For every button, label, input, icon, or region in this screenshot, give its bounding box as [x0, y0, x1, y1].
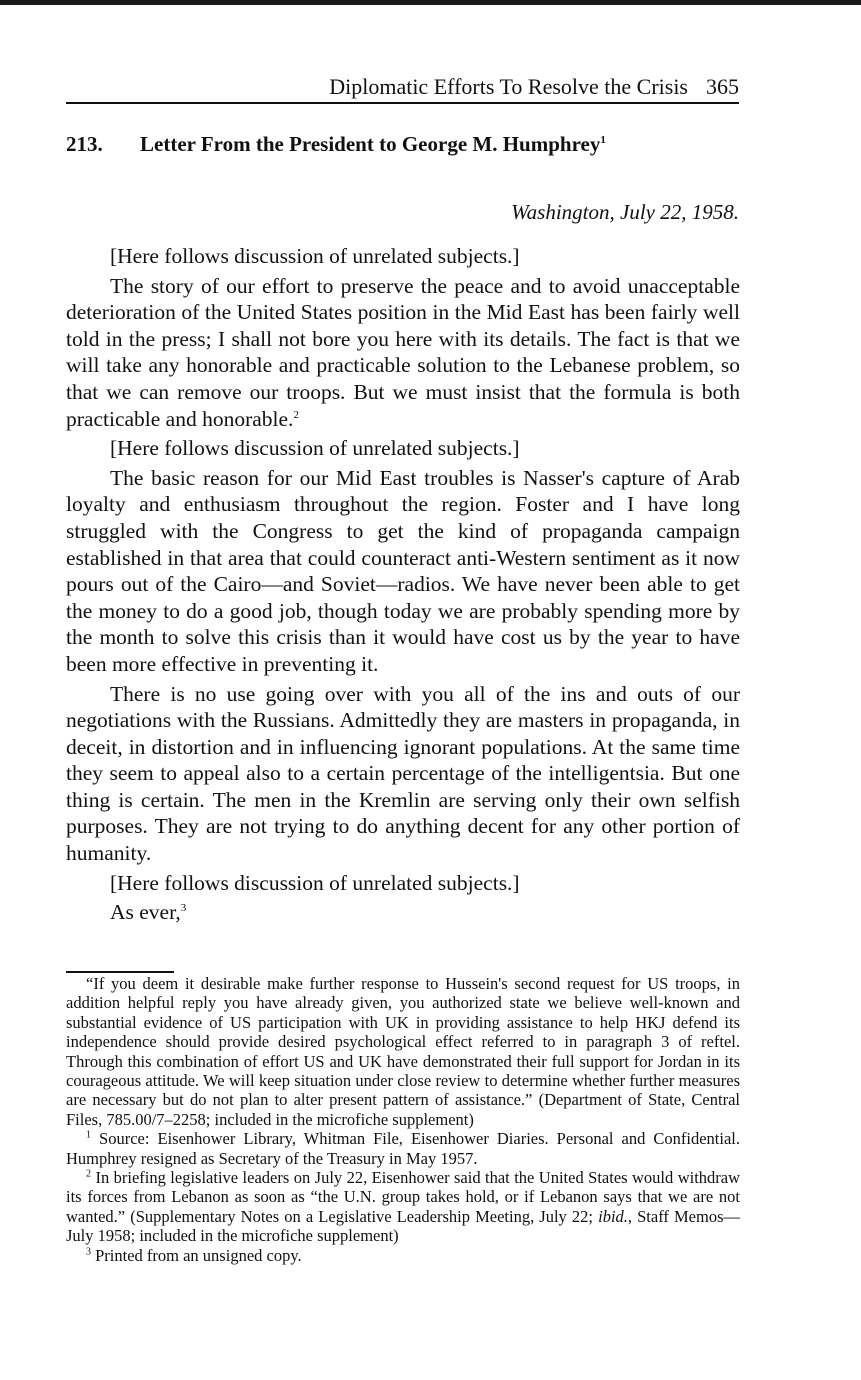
closing: [66, 899, 740, 926]
footnote-text: In briefing legislative leaders on July 22, Eisenhower said that the United States would withdraw its forces from Lebanon as soon as “the U.N. group takes hold, or if Lebanon says that we are not wanted.” (Supplementary Notes on a Legislative Leadership Meeting, July 22;: [66, 1168, 741, 1226]
footnote-rule: [66, 971, 174, 973]
footnote-ref-2: 2: [293, 408, 299, 421]
footnote-3: [66, 1246, 740, 1265]
editorial-note: [Here follows discussion of unrelated subjects.]: [110, 870, 520, 895]
footnotes: [66, 974, 740, 1265]
footnote-carryover: “If you deem it desirable make further response to Hussein's second request for US troops, in addition helpful reply you have already given, you authorized state we believe well-known and substantial evidence of US participation with UK in providing assistance to help HKJ defend its independence should provide desired psychological effect referred to in paragraph 3 of reftel. Through this combination of effort US and UK have demonstrated their full support for Jordan in its courageous attitude. We will keep situation under close review to determine whether further measures are necessary but do not plan to alter present pattern of assistance.” (Department of State, Central Files, 785.00/7–2258; included in the microfiche supplement): [66, 974, 740, 1129]
footnote-text: , Staff Memos—July 1958; included in the microfiche supplement): [66, 1206, 741, 1246]
footnote-ibid: ibid.: [598, 1206, 628, 1226]
running-head-title: Diplomatic Efforts To Resolve the Crisis: [329, 74, 688, 99]
footnote-mark: 2: [86, 1168, 91, 1180]
closing-text: As ever,: [110, 900, 181, 925]
editorial-note: [Here follows discussion of unrelated subjects.]: [110, 436, 520, 461]
dateline: Washington, July 22, 1958.: [511, 200, 739, 224]
footnote-mark: 1: [86, 1129, 91, 1141]
footnote-mark: 3: [86, 1246, 91, 1258]
letter-body: [66, 243, 740, 926]
footnote-1: [66, 1129, 740, 1168]
body-paragraph: There is no use going over with you all of the ins and outs of our negotiations with the Russians. Admittedly they are masters in propaganda, in deceit, in distortion and in influencing ignorant populations. At the same time they seem to appeal also to a certain percentage of the intelligentsia. But one thing is certain. The men in the Kremlin are serving only their own selfish purposes. They are not trying to do anything decent for any other portion of humanity.: [66, 681, 740, 866]
paragraph-text: The story of our effort to preserve the peace and to avoid unacceptable deterioration of the United States position in the Mid East has been fairly well told in the press; I shall not bore you here with its details. The fact is that we will take any honorable and practicable solution to the Lebanese problem, so that we can remove our troops. But we must insist that the formula is both practicable and honorable.: [66, 273, 740, 431]
footnote-text: Source: Eisenhower Library, Whitman File, Eisenhower Diaries. Personal and Confidential. Humphrey resigned as Secretary of the Treasury in May 1957.: [66, 1129, 741, 1168]
footnote-2: [66, 1168, 740, 1246]
footnote-ref-1: 1: [600, 134, 606, 146]
document-title: Letter From the President to George M. Humphrey: [140, 132, 601, 156]
running-head: [66, 74, 739, 104]
editorial-note: [Here follows discussion of unrelated subjects.]: [110, 244, 520, 268]
document-heading: [66, 130, 766, 158]
footnote-ref-3: 3: [180, 902, 187, 915]
document-number: 213.: [66, 132, 103, 156]
footnote-text: Printed from an unsigned copy.: [95, 1245, 302, 1265]
page-number: 365: [706, 74, 739, 99]
body-paragraph: [66, 273, 740, 433]
scan-top-edge: [0, 0, 861, 5]
body-paragraph: The basic reason for our Mid East troubles is Nasser's capture of Arab loyalty and enthusiasm throughout the region. Foster and I have long struggled with the Congress to get the kind of propaganda campaign established in that area that could counteract anti-Western sentiment as it now pours out of the Cairo—and Soviet—radios. We have never been able to get the money to do a good job, though today we are probably spending more by the month to solve this crisis than it would have cost us by the year to have been more effective in preventing it.: [66, 465, 740, 676]
